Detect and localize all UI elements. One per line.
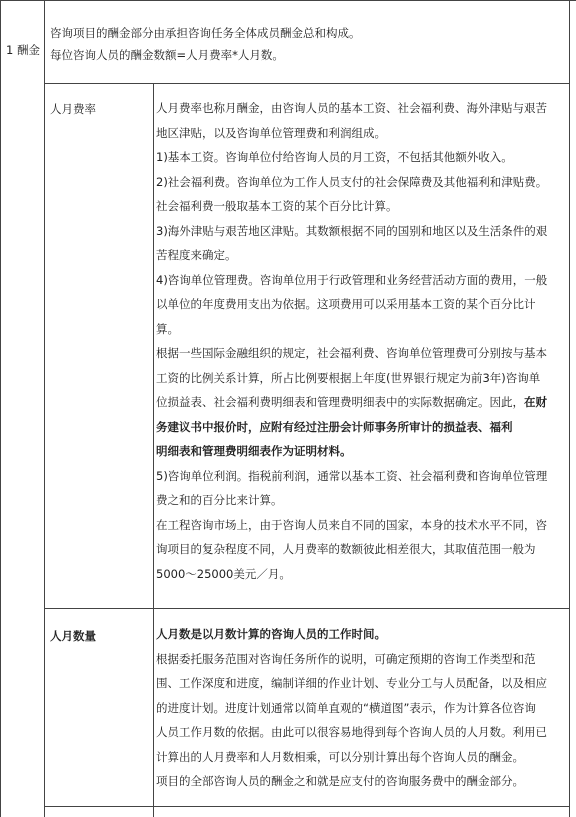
rates-line: 在工程咨询市场上，由于咨询人员来自不同的国家，本身的技术水平不同，咨	[156, 517, 547, 532]
rates-line: 4)咨询单位管理费。咨询单位用于行政管理和业务经营活动方面的费用，一般	[156, 272, 548, 287]
rates-line: 1)基本工资。咨询单位付给咨询人员的月工资，不包括其他额外收入。	[156, 150, 513, 164]
label-col-divider	[44, 0, 45, 817]
quantity-heading: 人月数是以月数计算的咨询人员的工作时间。	[156, 627, 386, 641]
section-label: 1 酬金	[6, 43, 40, 57]
row-divider-rates	[44, 608, 570, 609]
sub-col-divider	[153, 83, 154, 817]
rates-line-bold: 务建议书中报价时，应附有经过注册会计师事务所审计的损益表、福利	[156, 419, 513, 434]
rates-line-bold: 明细表和管理费明细表作为证明材料。	[156, 444, 352, 458]
row-divider-intro	[44, 83, 570, 84]
rates-content	[156, 96, 568, 586]
table-border-left	[0, 0, 1, 817]
rates-line: 工资的比例关系计算，所占比例要根据上年度(世界银行规定为前3年)咨询单	[156, 370, 541, 385]
rates-line: 5)咨询单位利润。指税前利润，通常以基本工资、社会福利费和咨询单位管理	[156, 468, 548, 483]
rates-line: 人月费率也称月酬金，由咨询人员的基本工资、社会福利费、海外津贴与艰苦	[156, 101, 547, 115]
rates-bold-tail: 在财	[524, 395, 547, 409]
quantity-line: 的进度计划。进度计划通常以简单直观的“横道图”表示，作为计算各位咨询	[156, 700, 536, 715]
quantity-label: 人月数量	[50, 629, 96, 643]
rates-line: 以单位的年度费用支出为依据。这项费用可以采用基本工资的某个百分比计	[156, 297, 536, 311]
rates-line: 费之和的百分比来计算。	[156, 493, 283, 507]
rates-line: 根据一些国际金融组织的规定，社会福利费、咨询单位管理费可分别按与基本	[156, 346, 547, 360]
rates-line: 算。	[156, 321, 179, 336]
quantity-line: 项目的全部咨询人员的酬金之和就是应支付的咨询服务费中的酬金部分。	[156, 774, 524, 788]
table-border-top	[0, 0, 576, 1]
rates-line: 询项目的复杂程度不同，人月费率的数额彼此相差很大，其取值范围一般为	[156, 542, 536, 556]
table-border-right	[569, 0, 570, 817]
quantity-content	[156, 622, 568, 794]
quantity-line: 人员工作月数的依据。由此可以很容易地得到每个咨询人员的人月数。利用已	[156, 725, 547, 739]
rates-line: 社会福利费一般取基本工资的某个百分比计算。	[156, 199, 398, 213]
intro-line: 每位咨询人员的酬金数额=人月费率*人月数。	[50, 48, 284, 62]
section-intro	[50, 22, 570, 66]
rates-line: 苦程度来确定。	[156, 248, 237, 262]
quantity-line: 计算出的人月费率和人月数相乘，可以分别计算出每个咨询人员的酬金。	[156, 749, 524, 764]
rates-line-mixed	[156, 390, 568, 415]
intro-line: 咨询项目的酬金部分由承担咨询任务全体成员酬金总和构成。	[50, 26, 361, 40]
quantity-line: 根据委托服务范围对咨询任务所作的说明，可确定预期的咨询工作类型和范	[156, 651, 536, 666]
rates-label: 人月费率	[50, 102, 96, 116]
rates-line: 5000～25000美元／月。	[156, 566, 291, 581]
quantity-line: 围、工作深度和进度，编制详细的作业计划、专业分工与人员配备，以及相应	[156, 676, 547, 690]
rates-line: 3)海外津贴与艰苦地区津贴。其数额根据不同的国别和地区以及生活条件的艰	[156, 223, 548, 238]
rates-line: 2)社会福利费。咨询单位为工作人员支付的社会保障费及其他福利和津贴费。	[156, 174, 548, 189]
table-border-bottom	[44, 806, 570, 807]
rates-line-text: 位损益表、社会福利费明细表和管理费明细表中的实际数据确定。因此，	[156, 395, 524, 409]
rates-line: 地区津贴，以及咨询单位管理费和利润组成。	[156, 125, 386, 140]
